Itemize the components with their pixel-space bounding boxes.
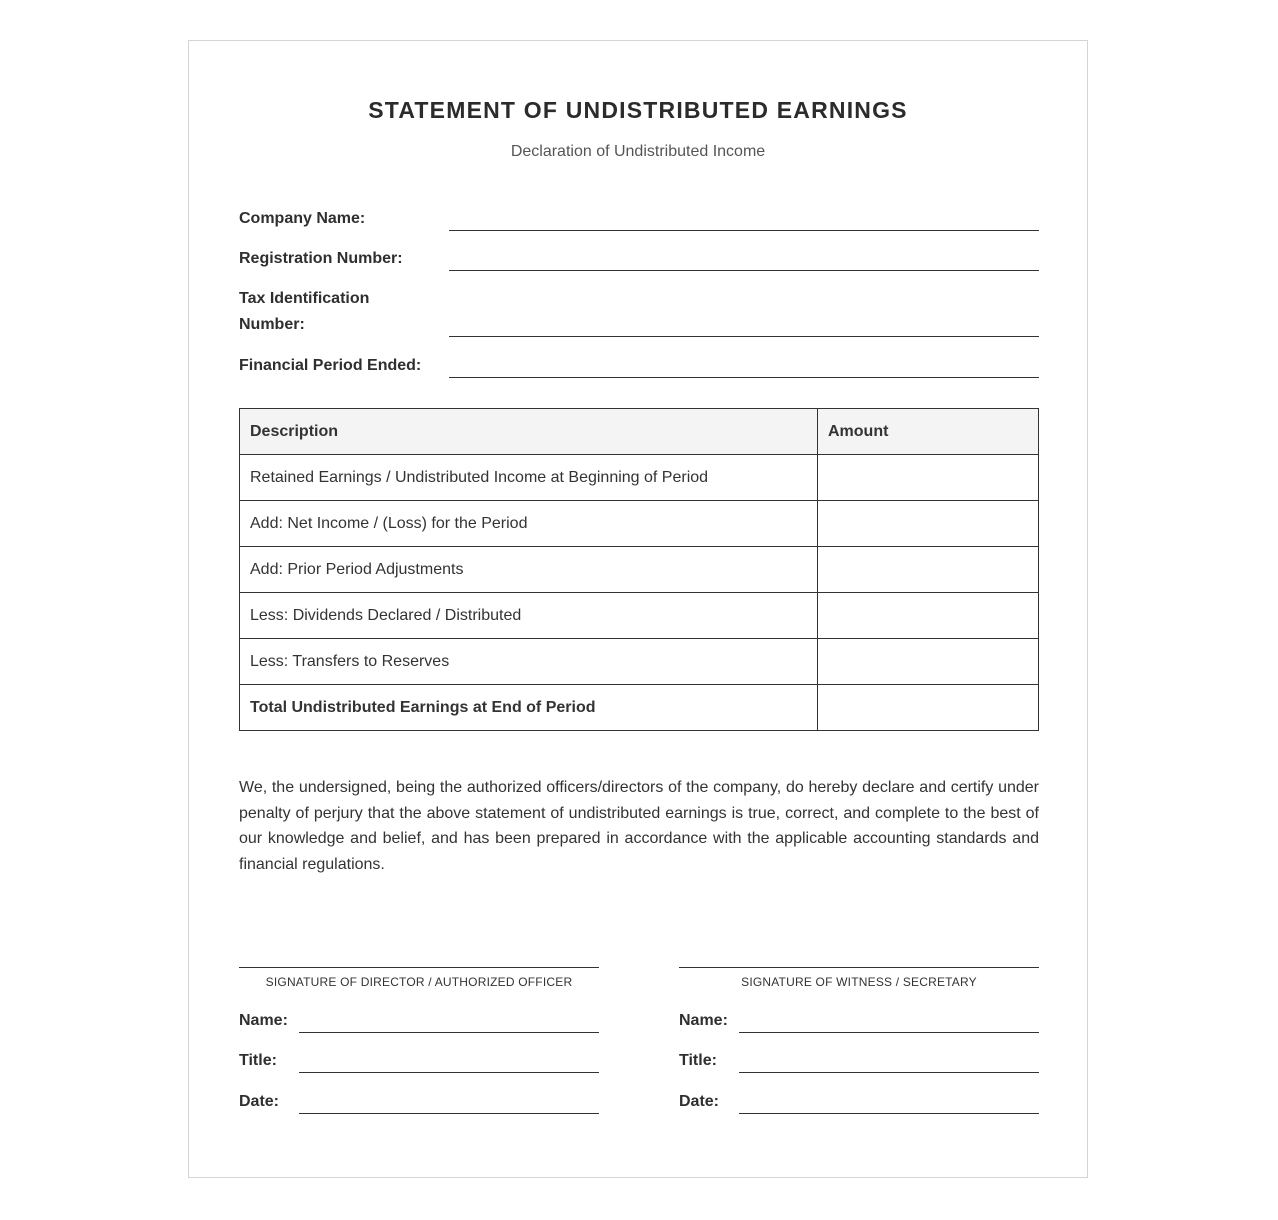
company-name-line[interactable] [449, 230, 1039, 231]
row-description: Retained Earnings / Undistributed Income at Beginning of Period [240, 455, 818, 501]
declaration-text: We, the undersigned, being the authorized officers/directors of the company, do hereby declare and certify under penalty of perjury that the above statement of undistributed earnings is true, correct, and complete to the best of our knowledge and belief, and has been prepared in accordance with the applicable accounting standards and financial regulations. [239, 779, 1039, 873]
row-amount-cell[interactable] [818, 455, 1039, 501]
row-description: Add: Prior Period Adjustments [240, 547, 818, 593]
financial-period-field[interactable] [239, 353, 1039, 379]
row-description: Add: Net Income / (Loss) for the Period [240, 501, 818, 547]
witness-signature-block [679, 967, 1039, 1110]
director-signature-block [239, 967, 599, 1110]
document-title: STATEMENT OF UNDISTRIBUTED EARNINGS [368, 97, 908, 123]
registration-number-label: Registration Number: [239, 250, 403, 267]
director-title-field[interactable] [239, 1049, 599, 1073]
company-name-field[interactable] [239, 206, 1039, 232]
row-amount-cell[interactable] [818, 593, 1039, 639]
table-row [240, 639, 1039, 685]
document-page [188, 40, 1088, 1178]
registration-number-line[interactable] [449, 270, 1039, 271]
director-title-line[interactable] [299, 1072, 599, 1073]
company-name-label: Company Name: [239, 210, 366, 227]
witness-title-field[interactable] [679, 1049, 1039, 1073]
director-signature-line[interactable] [239, 967, 599, 968]
row-description: Less: Transfers to Reserves [240, 639, 818, 685]
director-date-label: Date: [239, 1093, 280, 1110]
witness-signature-line[interactable] [679, 967, 1039, 968]
director-name-label: Name: [239, 1012, 288, 1029]
witness-name-label: Name: [679, 1012, 728, 1029]
witness-date-label: Date: [679, 1093, 720, 1110]
row-amount-cell[interactable] [818, 501, 1039, 547]
total-description: Total Undistributed Earnings at End of Period [240, 685, 818, 731]
description-header: Description [240, 409, 818, 455]
earnings-table [239, 408, 1039, 731]
registration-number-field[interactable] [239, 246, 1039, 272]
document-subtitle: Declaration of Undistributed Income [510, 143, 766, 160]
witness-name-field[interactable] [679, 1009, 1039, 1033]
row-description: Less: Dividends Declared / Distributed [240, 593, 818, 639]
table-row [240, 501, 1039, 547]
table-row [240, 593, 1039, 639]
witness-name-line[interactable] [739, 1032, 1039, 1033]
total-amount-cell[interactable] [818, 685, 1039, 731]
director-date-field[interactable] [239, 1090, 599, 1114]
director-name-field[interactable] [239, 1009, 599, 1033]
director-title-label: Title: [239, 1052, 277, 1069]
tax-id-label: Tax Identification Number: [239, 290, 370, 333]
row-amount-cell[interactable] [818, 639, 1039, 685]
financial-period-label: Financial Period Ended: [239, 357, 422, 374]
total-row [240, 685, 1039, 731]
tax-id-field[interactable] [239, 286, 1039, 338]
director-signature-caption: SIGNATURE OF DIRECTOR / AUTHORIZED OFFICER [265, 975, 573, 989]
tax-id-line[interactable] [449, 336, 1039, 337]
witness-signature-caption: SIGNATURE OF WITNESS / SECRETARY [741, 975, 977, 989]
director-date-line[interactable] [299, 1113, 599, 1114]
amount-header: Amount [818, 409, 1039, 455]
director-name-line[interactable] [299, 1032, 599, 1033]
table-row [240, 547, 1039, 593]
row-amount-cell[interactable] [818, 547, 1039, 593]
witness-title-line[interactable] [739, 1072, 1039, 1073]
financial-period-line[interactable] [449, 377, 1039, 378]
witness-date-field[interactable] [679, 1090, 1039, 1114]
table-header-row [240, 409, 1039, 455]
witness-title-label: Title: [679, 1052, 717, 1069]
witness-date-line[interactable] [739, 1113, 1039, 1114]
table-row [240, 455, 1039, 501]
